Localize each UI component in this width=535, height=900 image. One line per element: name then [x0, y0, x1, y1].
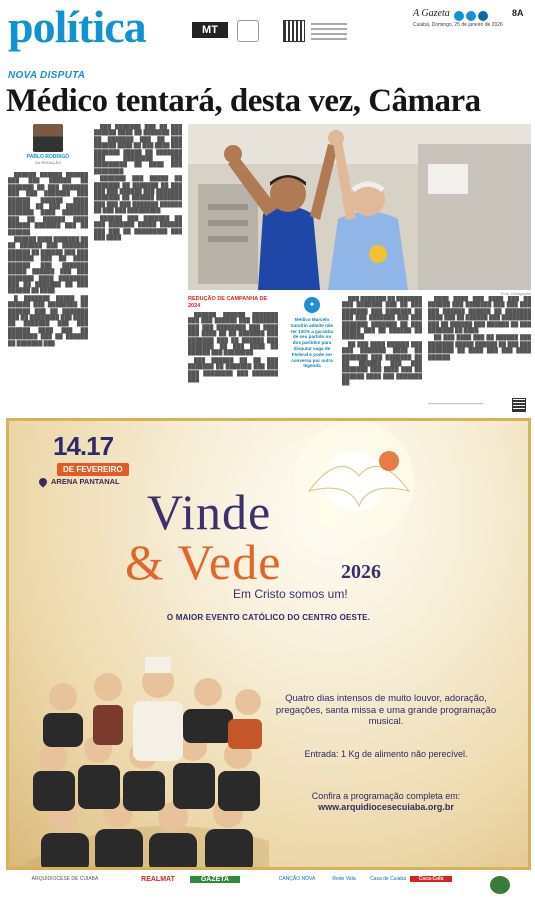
columnist-role: DA REDAÇÃO — [34, 160, 62, 165]
event-year: 2026 — [341, 561, 381, 583]
qr-code-icon — [512, 398, 526, 412]
location-pin-icon — [37, 476, 48, 487]
article-body-column: ██████ ██████ ███████ ███ ███ ██████ ███ ███████ ███ ███ ████████ ███ ████ ███ ████ ██ ██ ███████ ███ ███████ ███ ██ ██████ ███ ███████ ██ ███ ████ ██ ██████ ███ ████████. ███ ██████ ██ ██ ███ ███████ ██ ███████ ███ ███ ███ ████████ ███ ███████ ███. — [188, 312, 278, 384]
article-subhead: REDUÇÃO DE CAMPANHA DE 2024 — [188, 296, 268, 309]
brand-logo-icon — [454, 8, 504, 20]
event-cta — [271, 791, 501, 813]
phone-icon — [237, 20, 259, 42]
columnist-name: PABLO RODRIGO — [26, 154, 70, 160]
event-title-line2: & Vede — [125, 534, 282, 590]
qr-code-icon — [283, 20, 305, 42]
newspaper-brand: A Gazeta — [413, 8, 450, 19]
event-description: Quatro dias intensos de muito louvor, adoração, pregações, santa missa e uma grande programação musical. — [275, 693, 497, 727]
event-tagline: O MAIOR EVENTO CATÓLICO DO CENTRO OESTE. — [166, 613, 371, 622]
article-footer — [428, 398, 531, 412]
app-promo — [237, 20, 347, 42]
sponsor-logo: ARQUIDIOCESE DE CUIABÁ — [31, 876, 99, 882]
event-cta-label: Confira a programação completa em: — [311, 791, 461, 801]
event-month: DE FEVEREIRO — [57, 463, 129, 476]
article-body-column: ████ ████ ███ ████ ███ ██ ██████ ███ ███████ ███ ███ ███ ███ ██████ ██████ ██ ███████ ████ ███ ██ ██████ ███ ████████ ███ ██ ██████ ███ ██████ ██ ███ ███████ ██ ████. ██ ███ ████ ███ ██ ██████ ███ ███████ █████ ██████ ██ ███ ███ ███████ ██ ████ ███ ███ ████ ██████. — [428, 296, 531, 361]
vinde-vede-advertisement — [6, 418, 531, 870]
event-subtitle: Em Cristo somos um! — [233, 587, 348, 601]
sponsor-logo: Coca-Cola — [410, 876, 452, 882]
article-headline: Médico tentará, desta vez, Câmara — [6, 83, 481, 119]
event-title-line1: Vinde — [147, 484, 272, 540]
sponsor-logo: Rede Vida — [332, 876, 356, 882]
event-venue-label: ARENA PANTANAL — [51, 477, 120, 486]
megaphone-icon: ✦ — [304, 297, 320, 313]
section-title: política — [8, 1, 146, 52]
sponsor-logo: GAZETA — [190, 876, 240, 883]
highlight-text: Médico Marcelo Sandrin admite não ter 100% a garantia de seu partido ou dos partidos para disputar vaga de Federal e pode ser conversa por outra legenda — [290, 317, 334, 369]
event-entry: Entrada: 1 Kg de alimento não perecível. — [304, 749, 468, 759]
promo-lines — [311, 23, 347, 43]
footer-note: ━━━━━━━━━━━━━━━━━━━━━━━━━━ — [428, 402, 483, 406]
article-body-column: ██████ ██████ ██████ ███ ███ ██████ ██ ███████ ██ ███ ███████ ███ ███ ███████ ███ ██████ ██████ ████ ██████ ██ ███ ██████ ███████ ████ ███████ ███ ██ ██████ ████ ██████ ███████ ███ ██ ██████. ██████ ████ ███████ ██ ██ ██████ ███ ███████ ██████ ██ ██████ ███ ███ ███████ ███ ██ ████ ██████ ███ ███████ █████ ██████ ███ ███ ███████ ████ ████████ ███ ██ ███████ ██ ███ ██████ ██ ████. █ ███████ █████ ██ ██████ ███ ████████ ██ ██████ ███ ██ ███████ ███ ██ ████████ ███ ████ ██ ███████ ███ ███ ██████ ████ ███ ██ ████████ ███ ██ ██████ ██ ███████ ███. — [8, 172, 88, 347]
sponsor-emblem-icon — [490, 876, 510, 894]
article-photo — [188, 124, 531, 290]
columnist-avatar — [33, 124, 63, 152]
article-kicker: NOVA DISPUTA — [8, 70, 86, 81]
columnist-byline — [8, 124, 88, 166]
section-badge: MT — [192, 22, 228, 38]
edition-date: Cuiabá, Domingo, 25 de janeiro de 2026 — [413, 22, 503, 28]
sponsor-logo: CANÇÃO NOVA — [278, 876, 316, 882]
clergy-group-photo — [23, 637, 273, 870]
masthead — [0, 0, 535, 58]
sponsor-logo: REALMAT — [141, 876, 175, 883]
article-body-column: ███ ███████ ██ ███████ ███ ███████ ███ ██ ███ ███████ ███ ███████ ██ ███ ███ ███████ ███ ███ ███████ ███████ ██ ███ █████ ███ ██ ██████ ██ ██████. ██ ███ ████ ██████ ███ ███ ███████ ████ ██ ███████ ███ ███████ ██ ██ ██████ ███ ███ ███████ ███ ████ ███ ██ ██████ ████ ███ ███████ ██. — [342, 296, 422, 387]
candidates-photo-illustration — [188, 124, 531, 290]
event-venue — [39, 477, 120, 486]
event-dates: 14.17 — [53, 431, 114, 461]
photo-credit: Foto: Divulgação — [500, 291, 531, 296]
page-number: 8A — [512, 8, 524, 18]
article-body-column: ███ ███████ ███ ██ ███ ██████ ████ ██ ███████ ███ ██ ███████ ███ ██ ███ ██████ ████ ██ ███ ████ ███ ███████ █████ ██ ███████ ███ ████████ ███ █████████ ██ ████ ███ ████████. ███████ ███ █████ ██ ███████ ██ ███████ ██ ███ ███ ███ ██████ ███ ███████ ███████ ██ ██████ ███████ ███ ███ ███ ███████ ██████ ██ ███ ███ █████████. ██████ ███ ███████ ██ ███ ███████ █████ ██████ ███ ███ ██ █████████ ███ ███ ████. — [94, 124, 182, 241]
sponsor-strip — [0, 870, 535, 900]
sponsor-logo: Casa de Cuiabá — [370, 876, 406, 882]
highlight-box — [290, 294, 334, 394]
event-url[interactable]: www.arquidiocesecuiaba.org.br — [318, 802, 454, 812]
